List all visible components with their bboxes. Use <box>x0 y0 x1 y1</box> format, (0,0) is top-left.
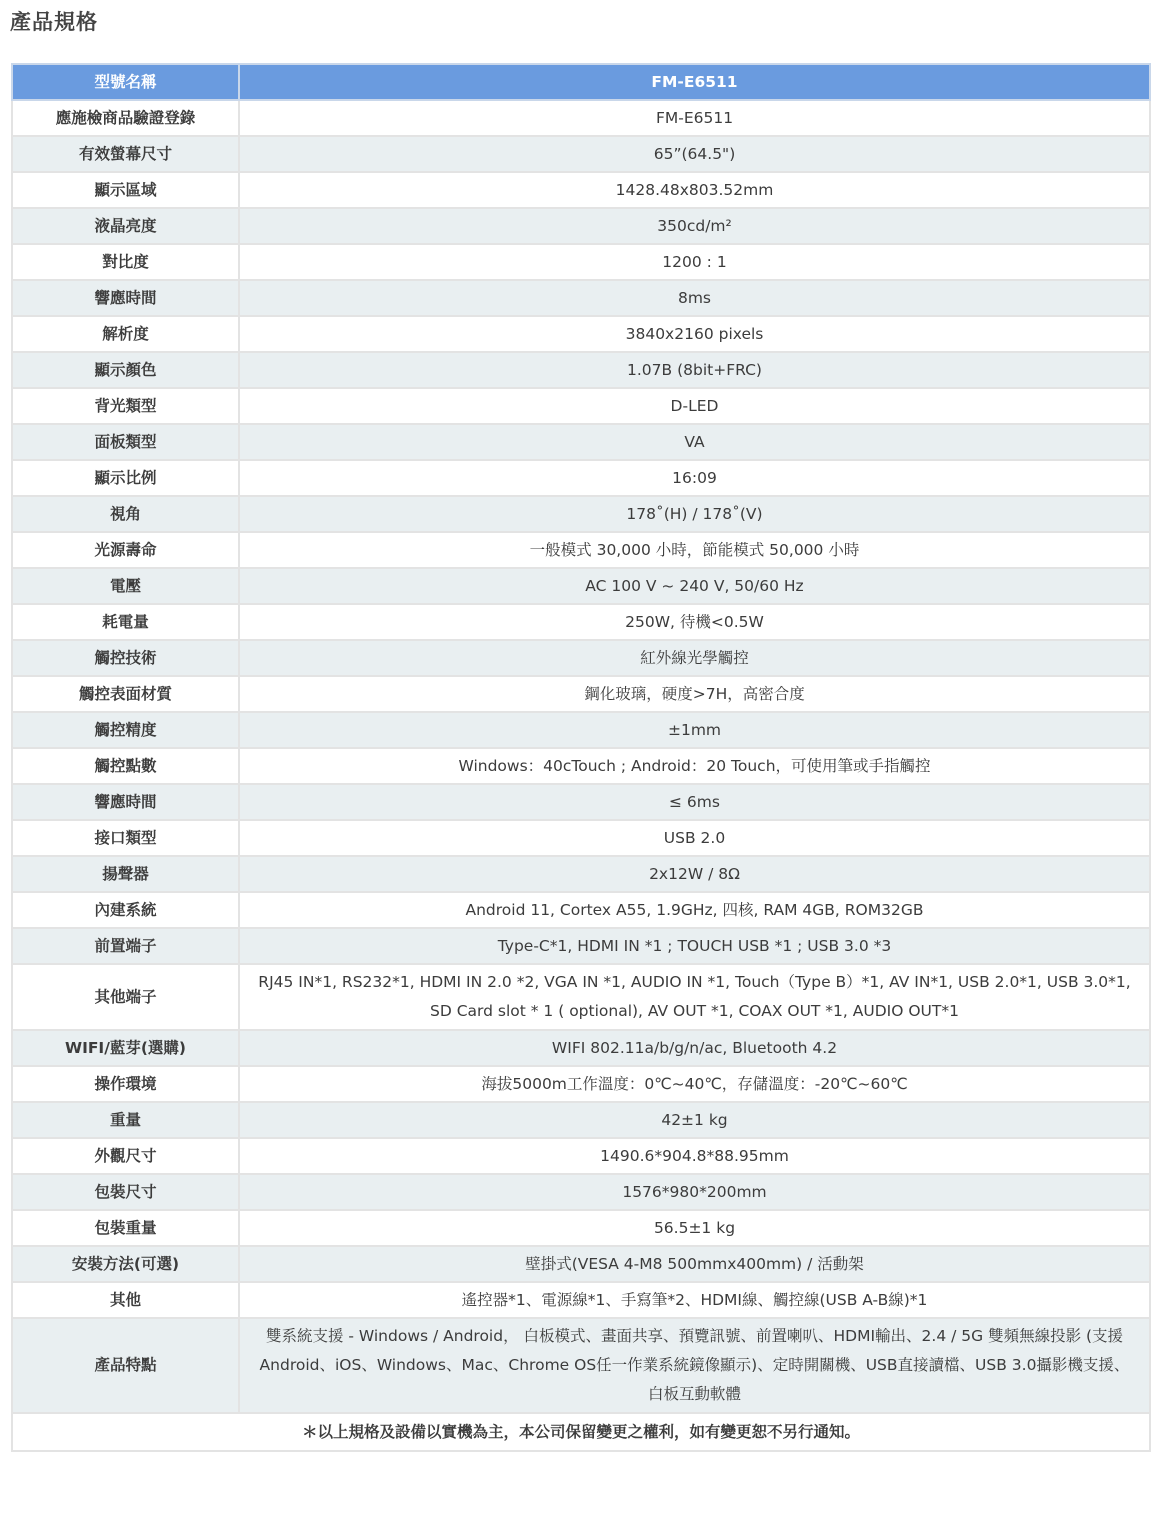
spec-value: 雙系統支援 - Windows / Android， 白板模式、畫面共享、預覽訊號、前置喇叭、HDMI輸出、2.4 / 5G 雙頻無線投影 (支援Android、iOS、Windows、Mac、Chrome OS任一作業系統鏡像顯示)、定時開關機、USB直接讀檔、USB 3.0攝影機支援、白板互動軟體 <box>239 1318 1150 1413</box>
table-header-row <box>12 64 1150 100</box>
spec-value: 65”(64.5") <box>239 136 1150 172</box>
spec-label: 電壓 <box>12 568 239 604</box>
spec-label: 觸控精度 <box>12 712 239 748</box>
spec-value: WIFI 802.11a/b/g/n/ac, Bluetooth 4.2 <box>239 1030 1150 1066</box>
table-row <box>12 388 1150 424</box>
spec-label: 響應時間 <box>12 280 239 316</box>
table-row <box>12 856 1150 892</box>
spec-label: 接口類型 <box>12 820 239 856</box>
spec-value: ≤ 6ms <box>239 784 1150 820</box>
table-row <box>12 352 1150 388</box>
spec-value: ±1mm <box>239 712 1150 748</box>
spec-label: 液晶亮度 <box>12 208 239 244</box>
table-row <box>12 748 1150 784</box>
table-row <box>12 1318 1150 1413</box>
spec-label: 觸控技術 <box>12 640 239 676</box>
footnote-row <box>12 1413 1150 1451</box>
spec-value: 鋼化玻璃，硬度>7H，高密合度 <box>239 676 1150 712</box>
spec-value: VA <box>239 424 1150 460</box>
header-label: 型號名稱 <box>12 64 239 100</box>
spec-label: 產品特點 <box>12 1318 239 1413</box>
table-row <box>12 1174 1150 1210</box>
spec-value: RJ45 IN*1, RS232*1, HDMI IN 2.0 *2, VGA IN *1, AUDIO IN *1, Touch（Type B）*1, AV IN*1, USB 2.0*1, USB 3.0*1, SD Card slot * 1 ( optional), AV OUT *1, COAX OUT *1, AUDIO OUT*1 <box>239 964 1150 1030</box>
spec-label: 有效螢幕尺寸 <box>12 136 239 172</box>
table-row <box>12 1030 1150 1066</box>
table-row <box>12 676 1150 712</box>
spec-value: 紅外線光學觸控 <box>239 640 1150 676</box>
table-row <box>12 604 1150 640</box>
spec-label: 包裝重量 <box>12 1210 239 1246</box>
spec-value: 56.5±1 kg <box>239 1210 1150 1246</box>
spec-label: 重量 <box>12 1102 239 1138</box>
table-row <box>12 964 1150 1030</box>
table-row <box>12 280 1150 316</box>
spec-value: 3840x2160 pixels <box>239 316 1150 352</box>
spec-value: 350cd/m² <box>239 208 1150 244</box>
table-row <box>12 1066 1150 1102</box>
footnote: ＊以上規格及設備以實機為主，本公司保留變更之權利，如有變更恕不另行通知。 <box>12 1413 1150 1451</box>
spec-body <box>12 100 1150 1413</box>
spec-label: 應施檢商品驗證登錄 <box>12 100 239 136</box>
table-row <box>12 784 1150 820</box>
spec-value: FM-E6511 <box>239 100 1150 136</box>
spec-label: 外觀尺寸 <box>12 1138 239 1174</box>
spec-label: 顯示區域 <box>12 172 239 208</box>
spec-value: 一般模式 30,000 小時，節能模式 50,000 小時 <box>239 532 1150 568</box>
spec-label: WIFI/藍芽(選購) <box>12 1030 239 1066</box>
table-row <box>12 532 1150 568</box>
table-row <box>12 820 1150 856</box>
spec-label: 顯示顏色 <box>12 352 239 388</box>
spec-value: 1490.6*904.8*88.95mm <box>239 1138 1150 1174</box>
spec-value: 2x12W / 8Ω <box>239 856 1150 892</box>
table-row <box>12 1138 1150 1174</box>
spec-label: 視角 <box>12 496 239 532</box>
header-model: FM-E6511 <box>239 64 1150 100</box>
table-row <box>12 1246 1150 1282</box>
spec-value: Type-C*1, HDMI IN *1 ; TOUCH USB *1 ; USB 3.0 *3 <box>239 928 1150 964</box>
table-row <box>12 1282 1150 1318</box>
table-row <box>12 136 1150 172</box>
spec-label: 顯示比例 <box>12 460 239 496</box>
spec-value: 42±1 kg <box>239 1102 1150 1138</box>
spec-label: 安裝方法(可選) <box>12 1246 239 1282</box>
spec-value: 178˚(H) / 178˚(V) <box>239 496 1150 532</box>
table-row <box>12 892 1150 928</box>
spec-label: 背光類型 <box>12 388 239 424</box>
table-row <box>12 208 1150 244</box>
table-row <box>12 460 1150 496</box>
table-row <box>12 424 1150 460</box>
table-row <box>12 100 1150 136</box>
spec-value: Windows：40cTouch ; Android：20 Touch，可使用筆或手指觸控 <box>239 748 1150 784</box>
spec-value: 1.07B (8bit+FRC) <box>239 352 1150 388</box>
spec-table <box>11 63 1151 1452</box>
spec-value: 海拔5000m工作溫度：0℃~40℃，存儲溫度：-20℃~60℃ <box>239 1066 1150 1102</box>
spec-label: 面板類型 <box>12 424 239 460</box>
spec-value: 1576*980*200mm <box>239 1174 1150 1210</box>
spec-label: 揚聲器 <box>12 856 239 892</box>
spec-value: 1428.48x803.52mm <box>239 172 1150 208</box>
page-title: 產品規格 <box>10 10 98 34</box>
table-row <box>12 244 1150 280</box>
table-row <box>12 928 1150 964</box>
spec-value: D-LED <box>239 388 1150 424</box>
spec-label: 包裝尺寸 <box>12 1174 239 1210</box>
table-row <box>12 640 1150 676</box>
table-row <box>12 1102 1150 1138</box>
spec-label: 其他端子 <box>12 964 239 1030</box>
spec-label: 對比度 <box>12 244 239 280</box>
table-row <box>12 316 1150 352</box>
spec-label: 觸控表面材質 <box>12 676 239 712</box>
spec-label: 觸控點數 <box>12 748 239 784</box>
spec-label: 耗電量 <box>12 604 239 640</box>
table-row <box>12 712 1150 748</box>
spec-label: 內建系統 <box>12 892 239 928</box>
spec-value: 16:09 <box>239 460 1150 496</box>
spec-value: 8ms <box>239 280 1150 316</box>
spec-value: 壁掛式(VESA 4-M8 500mmx400mm) / 活動架 <box>239 1246 1150 1282</box>
spec-label: 光源壽命 <box>12 532 239 568</box>
table-row <box>12 172 1150 208</box>
spec-value: USB 2.0 <box>239 820 1150 856</box>
spec-value: 250W, 待機<0.5W <box>239 604 1150 640</box>
spec-label: 解析度 <box>12 316 239 352</box>
spec-value: AC 100 V ~ 240 V, 50/60 Hz <box>239 568 1150 604</box>
spec-label: 響應時間 <box>12 784 239 820</box>
spec-value: Android 11, Cortex A55, 1.9GHz, 四核, RAM 4GB, ROM32GB <box>239 892 1150 928</box>
spec-label: 前置端子 <box>12 928 239 964</box>
spec-value: 1200 : 1 <box>239 244 1150 280</box>
table-row <box>12 496 1150 532</box>
spec-value: 遙控器*1、電源線*1、手寫筆*2、HDMI線、觸控線(USB A-B線)*1 <box>239 1282 1150 1318</box>
table-row <box>12 1210 1150 1246</box>
spec-label: 操作環境 <box>12 1066 239 1102</box>
spec-label: 其他 <box>12 1282 239 1318</box>
table-row <box>12 568 1150 604</box>
